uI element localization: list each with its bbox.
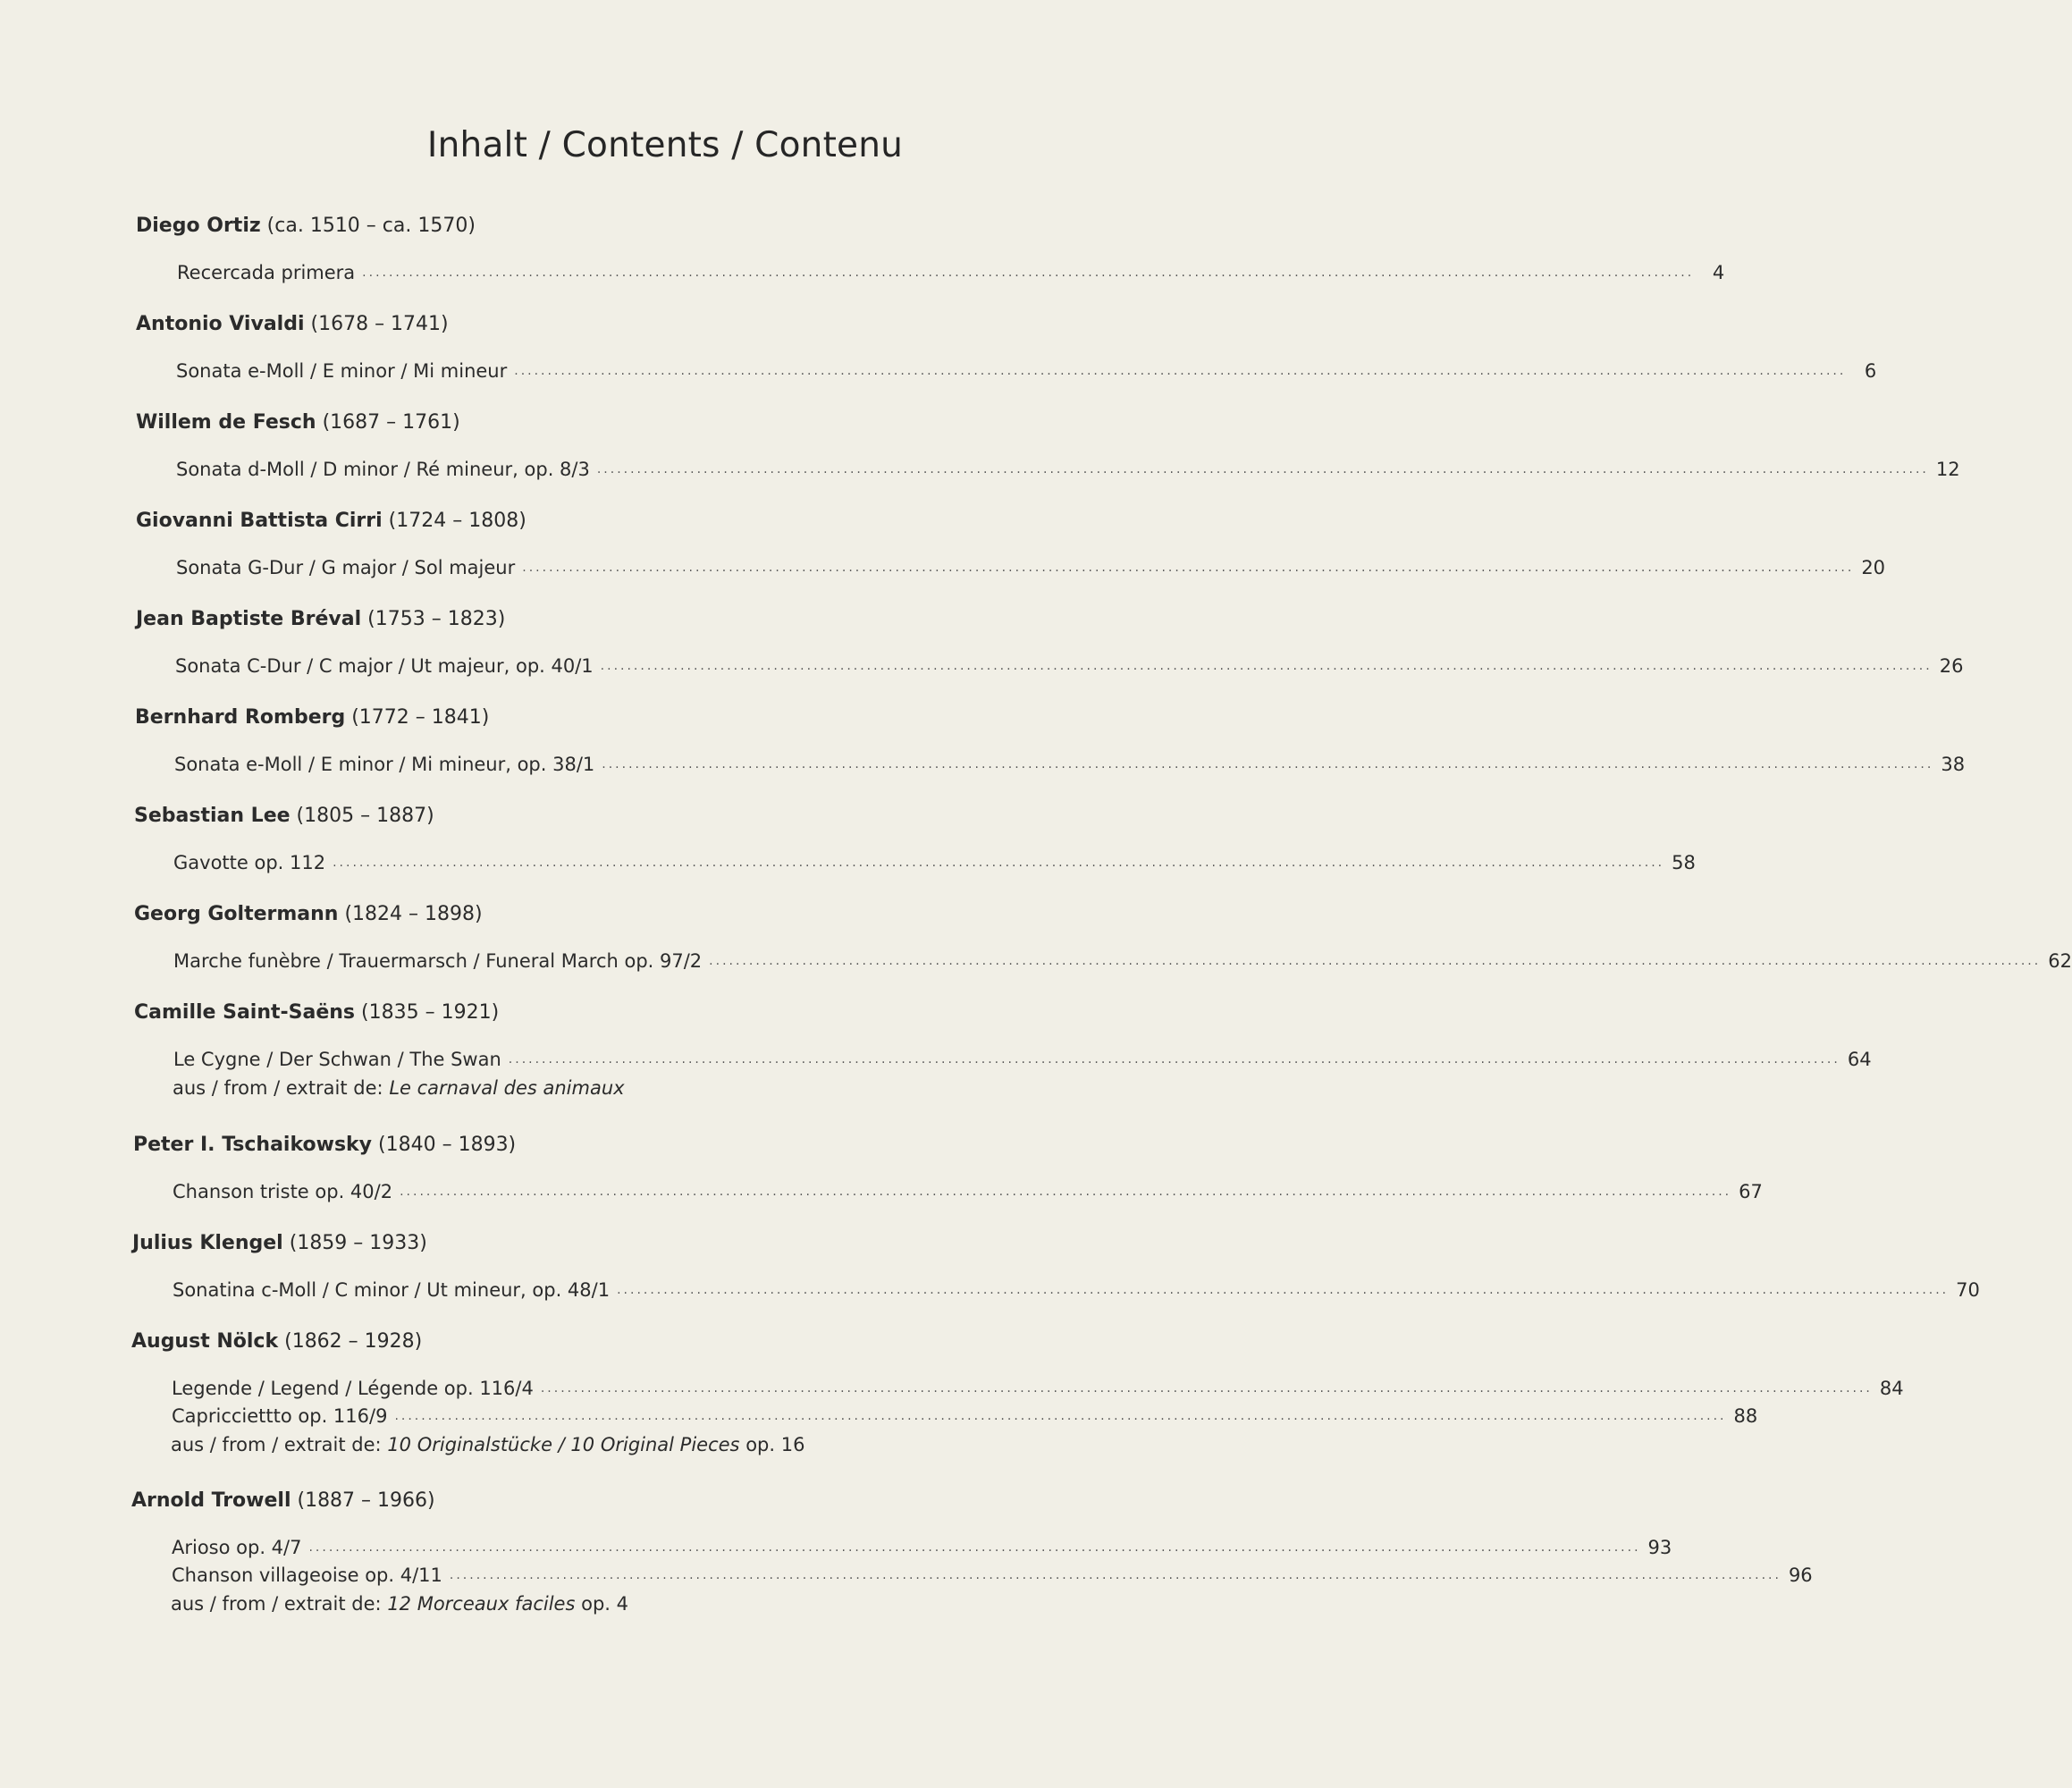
composer-name: August Nölck (131, 1330, 279, 1353)
composer-name: Bernhard Romberg (135, 706, 346, 729)
composer-heading (134, 805, 434, 827)
dot-leader: ........................................................................................................................................................................................................ (362, 266, 1695, 280)
composer-name: Camille Saint-Saëns (134, 1001, 356, 1024)
composer-heading (136, 608, 505, 630)
page-number: 6 (1864, 360, 1877, 382)
page-number: 26 (1939, 655, 1964, 677)
work-title: Legende / Legend / Légende op. 116/4 (172, 1378, 534, 1399)
toc-entry[interactable] (172, 1537, 1672, 1558)
composer-heading (134, 1001, 499, 1024)
toc-entry[interactable] (173, 1049, 1872, 1070)
dot-leader: ........................................................................................................................................................................................................ (596, 462, 1929, 477)
source-note (173, 1077, 625, 1099)
work-title: Marche funèbre / Trauermarsch / Funeral March op. 97/2 (173, 950, 703, 972)
composer-name: Georg Goltermann (134, 903, 339, 925)
page-number: 93 (1647, 1537, 1672, 1558)
work-title: Sonata e-Moll / E minor / Mi mineur (176, 360, 508, 382)
source-opus: op. 4 (581, 1593, 628, 1615)
page-number: 88 (1733, 1405, 1758, 1427)
toc-entry[interactable] (176, 360, 1877, 382)
toc-entry[interactable] (177, 262, 1725, 283)
dot-leader: ........................................................................................................................................................................................................ (540, 1381, 1873, 1396)
composer-name: Julius Klengel (132, 1232, 283, 1254)
composer-dates: (1840 – 1893) (378, 1134, 517, 1156)
toc-entry[interactable] (173, 852, 1696, 873)
work-title: Sonata G-Dur / G major / Sol majeur (176, 557, 516, 578)
page-number: 67 (1739, 1181, 1763, 1202)
composer-heading (136, 411, 460, 434)
page-number: 4 (1712, 262, 1725, 283)
dot-leader: ........................................................................................................................................................................................................ (508, 1052, 1840, 1067)
composer-name: Antonio Vivaldi (136, 313, 305, 335)
toc-entry[interactable] (173, 1279, 1980, 1301)
dot-leader: ........................................................................................................................................................................................................ (449, 1568, 1781, 1582)
work-title: Arioso op. 4/7 (172, 1537, 302, 1558)
composer-dates: (1887 – 1966) (297, 1489, 435, 1512)
page-number: 96 (1788, 1564, 1813, 1586)
composer-dates: (1753 – 1823) (367, 608, 506, 630)
source-title: 12 Morceaux faciles (387, 1593, 576, 1615)
work-title: Sonatina c-Moll / C minor / Ut mineur, op. 48/1 (173, 1279, 611, 1301)
work-title: Sonata C-Dur / C major / Ut majeur, op. 40/1 (175, 655, 594, 677)
toc-entry[interactable] (172, 1564, 1813, 1586)
composer-dates: (1859 – 1933) (289, 1232, 427, 1254)
source-title: Le carnaval des animaux (389, 1077, 625, 1099)
composer-heading (131, 1489, 435, 1512)
composer-dates: (1772 – 1841) (351, 706, 490, 729)
composer-heading (136, 215, 476, 237)
page-number: 12 (1935, 459, 1960, 480)
work-title: Gavotte op. 112 (173, 852, 326, 873)
page-number: 84 (1879, 1378, 1904, 1399)
composer-dates: (1805 – 1887) (296, 805, 434, 827)
toc-entry[interactable] (174, 754, 1966, 775)
composer-heading (136, 510, 526, 532)
composer-name: Arnold Trowell (131, 1489, 291, 1512)
dot-leader: ........................................................................................................................................................................................................ (617, 1283, 1950, 1297)
composer-dates: (1824 – 1898) (344, 903, 483, 925)
toc-entry[interactable] (172, 1405, 1758, 1427)
work-title: Capricciettto op. 116/9 (172, 1405, 388, 1427)
composer-dates: (1835 – 1921) (361, 1001, 500, 1024)
dot-leader: ........................................................................................................................................................................................................ (600, 659, 1933, 673)
toc-entry[interactable] (172, 1378, 1904, 1399)
composer-name: Giovanni Battista Cirri (136, 510, 383, 532)
dot-leader: ........................................................................................................................................................................................................ (394, 1409, 1727, 1423)
page-number: 62 (2048, 950, 2072, 972)
page-number: 20 (1861, 557, 1886, 578)
source-note (171, 1434, 804, 1455)
composer-dates: (1678 – 1741) (310, 313, 449, 335)
composer-dates: (1862 – 1928) (284, 1330, 423, 1353)
dot-leader: ........................................................................................................................................................................................................ (514, 364, 1847, 378)
work-title: Sonata d-Moll / D minor / Ré mineur, op. 8/3 (176, 459, 590, 480)
source-prefix: aus / from / extrait de: (171, 1593, 382, 1615)
source-prefix: aus / from / extrait de: (173, 1077, 383, 1099)
composer-heading (134, 903, 483, 925)
composer-name: Jean Baptiste Bréval (136, 608, 362, 630)
source-prefix: aus / from / extrait de: (171, 1434, 382, 1455)
toc-entry[interactable] (176, 459, 1960, 480)
toc-entry[interactable] (176, 557, 1886, 578)
composer-dates: (1724 – 1808) (388, 510, 526, 532)
page-title: Inhalt / Contents / Contenu (426, 125, 904, 165)
composer-dates: (1687 – 1761) (322, 411, 460, 434)
composer-dates: (ca. 1510 – ca. 1570) (266, 215, 476, 237)
composer-name: Diego Ortiz (136, 215, 261, 237)
work-title: Recercada primera (177, 262, 356, 283)
dot-leader: ........................................................................................................................................................................................................ (333, 856, 1665, 870)
dot-leader: ........................................................................................................................................................................................................ (400, 1185, 1732, 1199)
toc-entry[interactable] (173, 950, 2072, 972)
page-number: 58 (1672, 852, 1696, 873)
composer-heading (136, 313, 449, 335)
composer-name: Peter I. Tschaikowsky (133, 1134, 373, 1156)
dot-leader: ........................................................................................................................................................................................................ (602, 757, 1934, 772)
dot-leader: ........................................................................................................................................................................................................ (522, 561, 1855, 575)
toc-entry[interactable] (173, 1181, 1763, 1202)
composer-heading (133, 1134, 516, 1156)
source-title: 10 Originalstücke / 10 Original Pieces (387, 1434, 740, 1455)
page-number: 64 (1847, 1049, 1872, 1070)
composer-name: Willem de Fesch (136, 411, 316, 434)
composer-heading (135, 706, 489, 729)
composer-name: Sebastian Lee (134, 805, 291, 827)
page-number: 38 (1941, 754, 1966, 775)
work-title: Chanson villageoise op. 4/11 (172, 1564, 442, 1586)
work-title: Le Cygne / Der Schwan / The Swan (173, 1049, 501, 1070)
source-opus: op. 16 (745, 1434, 805, 1455)
dot-leader: ........................................................................................................................................................................................................ (709, 954, 2042, 968)
work-title: Chanson triste op. 40/2 (173, 1181, 393, 1202)
composer-heading (132, 1232, 427, 1254)
dot-leader: ........................................................................................................................................................................................................ (308, 1540, 1641, 1555)
toc-entry[interactable] (175, 655, 1964, 677)
page-number: 70 (1956, 1279, 1980, 1301)
source-note (171, 1593, 628, 1615)
work-title: Sonata e-Moll / E minor / Mi mineur, op. 38/1 (174, 754, 595, 775)
composer-heading (131, 1330, 422, 1353)
